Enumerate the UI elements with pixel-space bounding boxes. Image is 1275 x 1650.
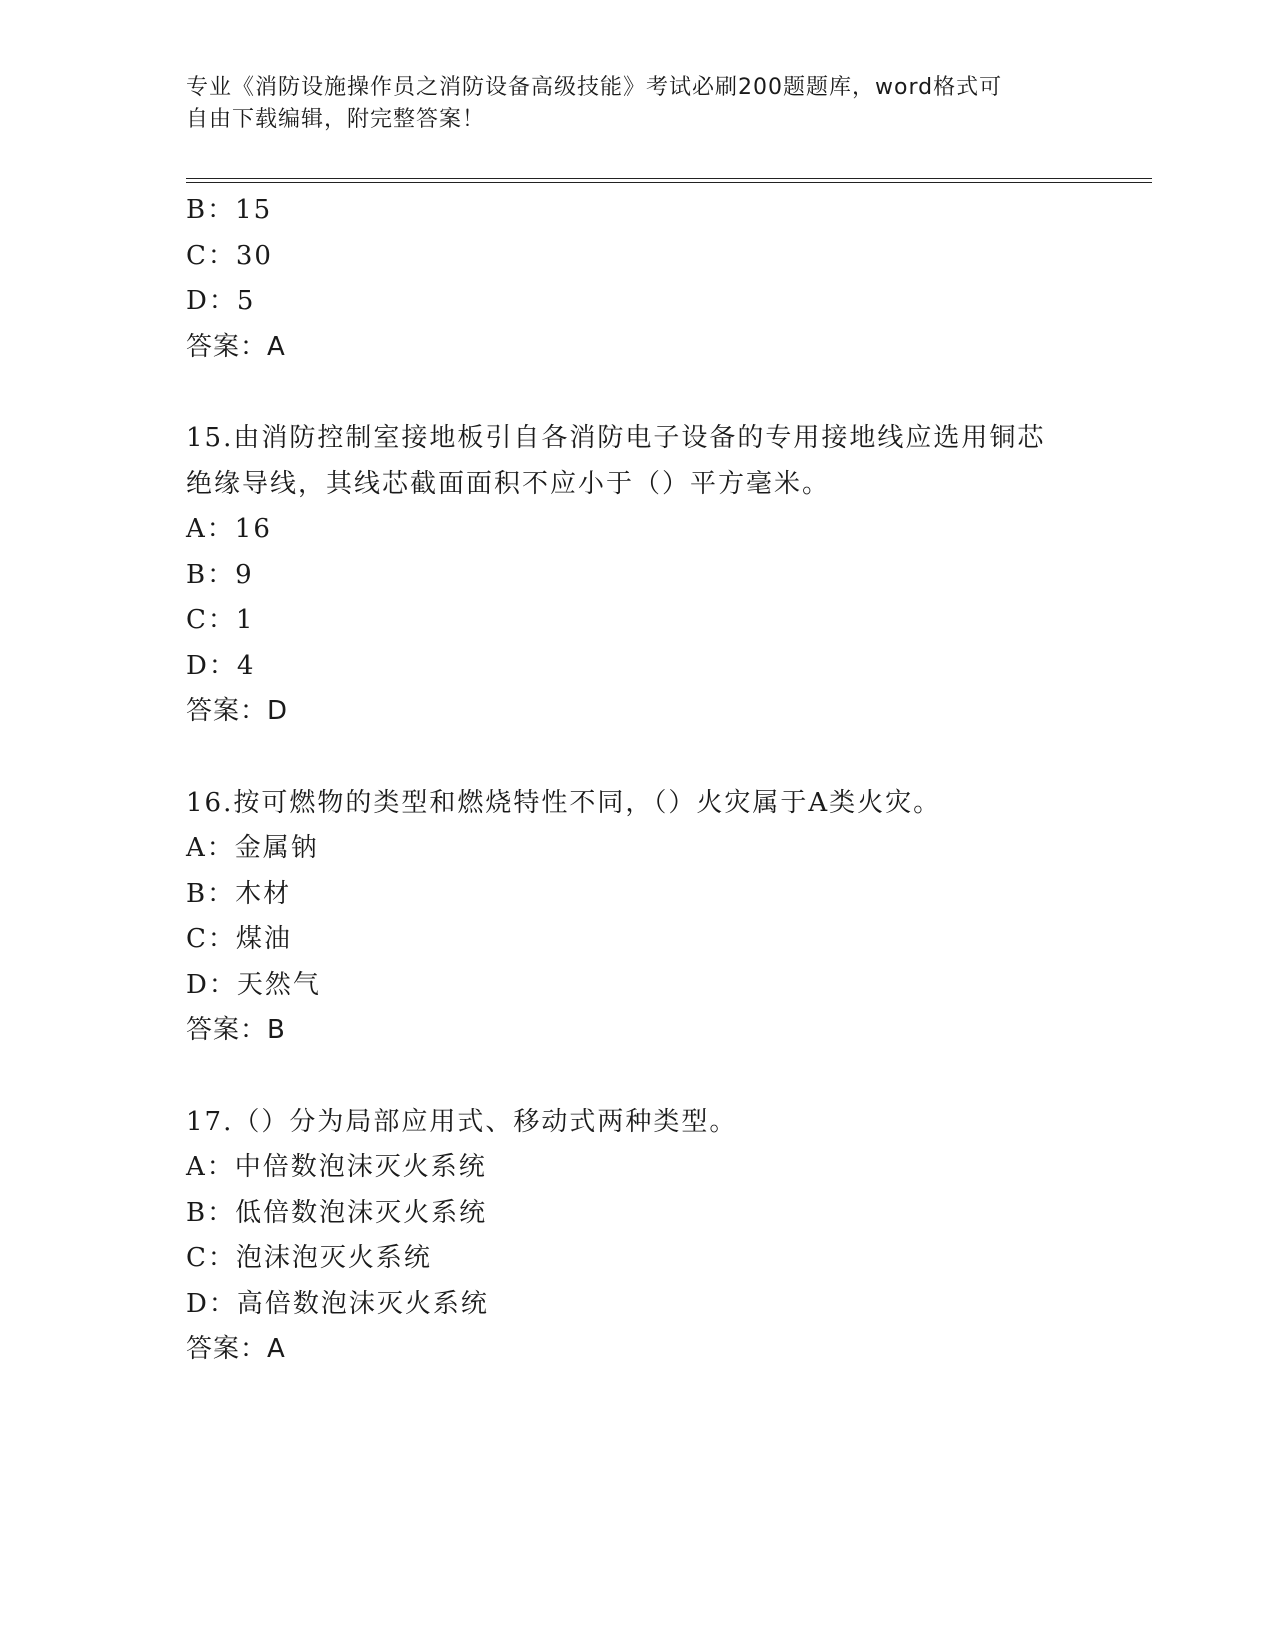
option-c: C：1 bbox=[186, 605, 255, 635]
question-stem-line-2: 绝缘导线，其线芯截面面积不应小于（）平方毫米。 bbox=[186, 468, 831, 499]
option-d: D：5 bbox=[186, 286, 256, 316]
header-divider-bottom bbox=[186, 182, 1152, 183]
option-c: C：30 bbox=[186, 240, 273, 271]
answer-line: 答案：D bbox=[186, 696, 289, 726]
question-14-tail bbox=[186, 188, 1086, 370]
question-stem: 17.（）分为局部应用式、移动式两种类型。 bbox=[186, 1106, 738, 1137]
document-header bbox=[186, 72, 1086, 136]
option-a: A：中倍数泡沫灭火系统 bbox=[186, 1152, 487, 1182]
question-stem: 16.按可燃物的类型和燃烧特性不同，（）火灾属于A类火灾。 bbox=[186, 787, 942, 818]
question-17 bbox=[186, 1100, 1086, 1373]
header-line-1: 专业《消防设施操作员之消防设备高级技能》考试必刷200题题库，word格式可 bbox=[186, 75, 1003, 100]
question-16 bbox=[186, 781, 1086, 1054]
spacer bbox=[186, 370, 1086, 416]
header-line-2: 自由下载编辑，附完整答案！ bbox=[186, 107, 486, 132]
question-content bbox=[186, 188, 1086, 1373]
option-b: B：15 bbox=[186, 195, 273, 225]
answer-line: 答案：B bbox=[186, 1015, 286, 1045]
option-b: B：木材 bbox=[186, 878, 292, 909]
option-b: B：低倍数泡沫灭火系统 bbox=[186, 1197, 488, 1228]
answer-line: 答案：A bbox=[186, 331, 286, 362]
option-c: C：泡沫泡灭火系统 bbox=[186, 1243, 432, 1273]
spacer bbox=[186, 735, 1086, 781]
option-c: C：煤油 bbox=[186, 924, 292, 954]
question-stem-line-1: 15.由消防控制室接地板引自各消防电子设备的专用接地线应选用铜芯 bbox=[186, 423, 1046, 453]
spacer bbox=[186, 1054, 1086, 1100]
option-d: D：天然气 bbox=[186, 969, 321, 1000]
option-d: D：4 bbox=[186, 650, 256, 681]
option-a: A：金属钠 bbox=[186, 833, 319, 863]
header-divider-top bbox=[186, 178, 1152, 179]
option-a: A：16 bbox=[186, 514, 272, 544]
answer-line: 答案：A bbox=[186, 1334, 286, 1364]
option-d: D：高倍数泡沫灭火系统 bbox=[186, 1288, 489, 1319]
question-15 bbox=[186, 416, 1086, 735]
option-b: B：9 bbox=[186, 559, 254, 590]
